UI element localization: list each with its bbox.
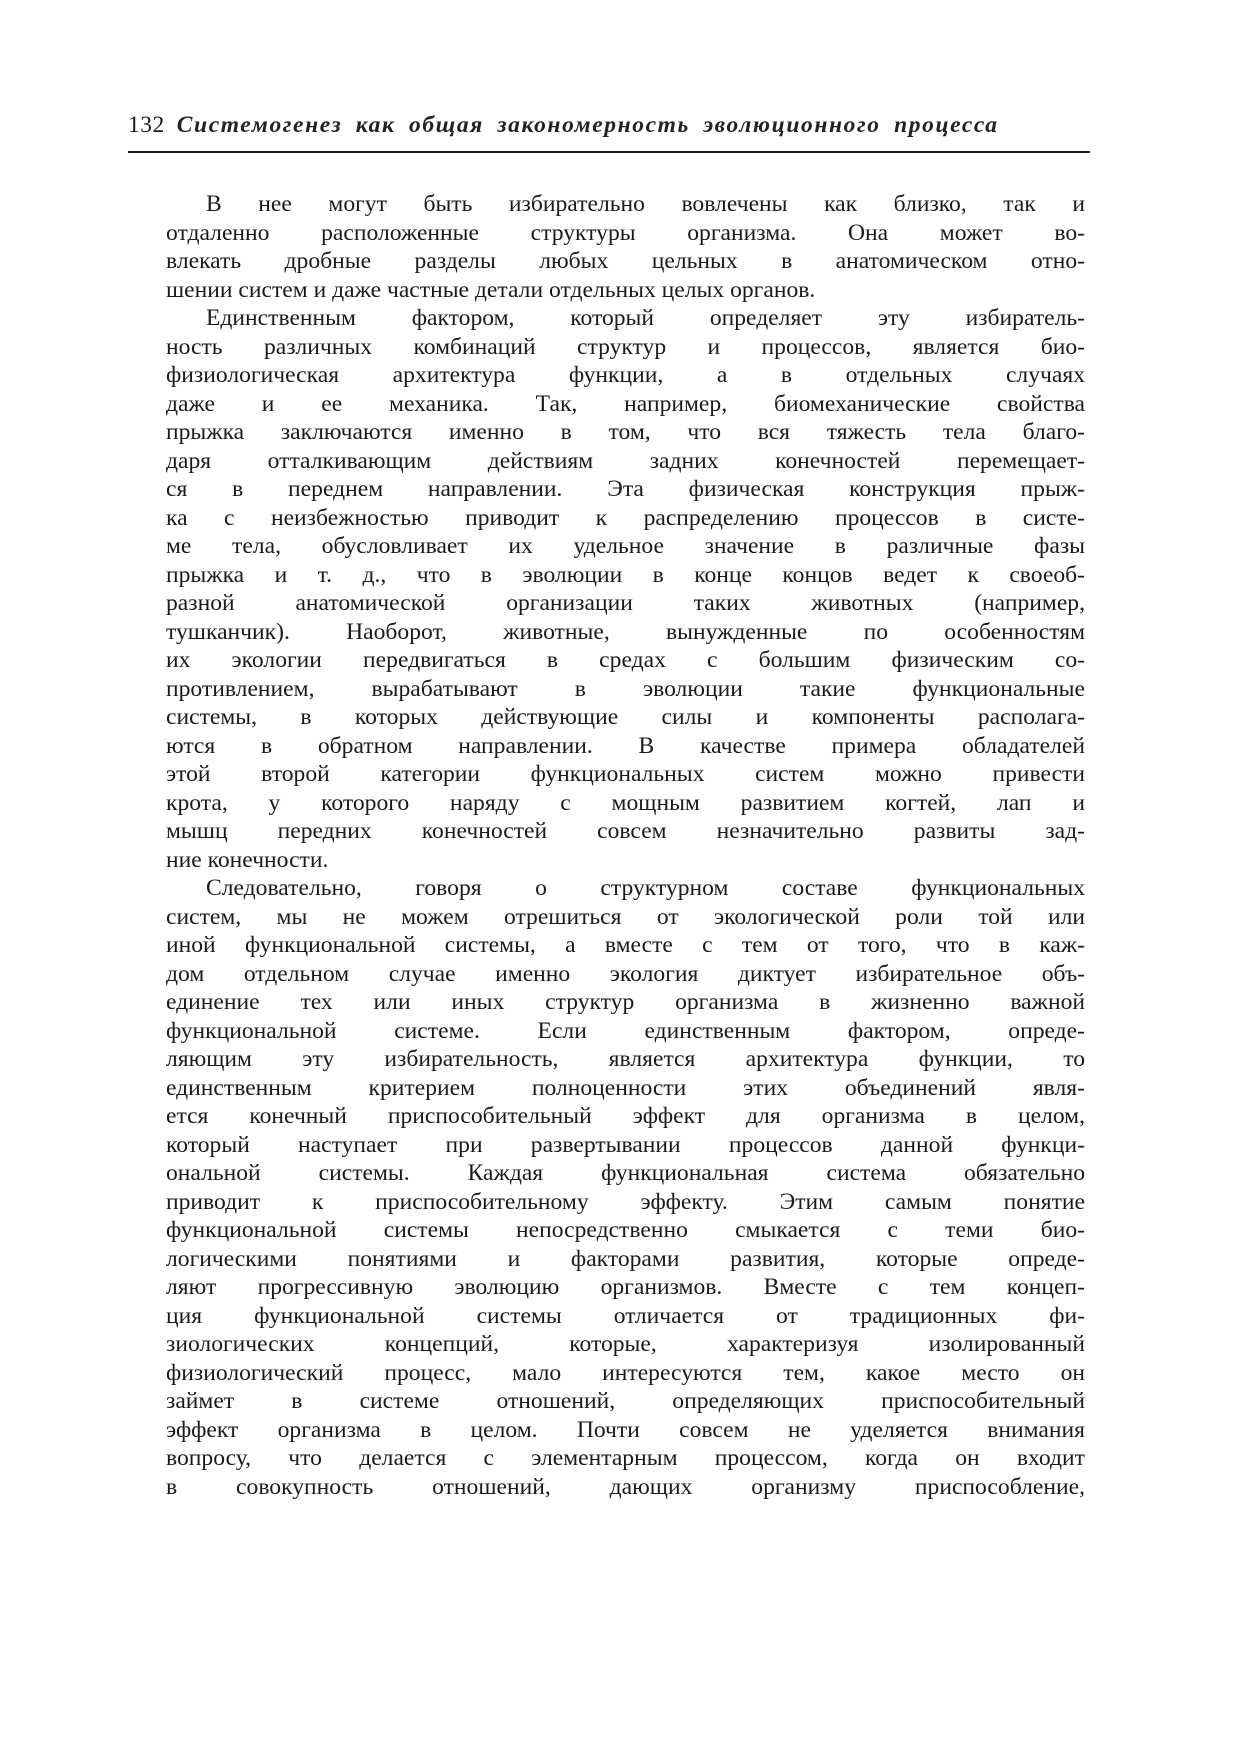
text-line: ся в переднем направлении. Эта физическая конструкция прыж- bbox=[166, 476, 1085, 502]
text-line: крота, у которого наряду с мощным развитием когтей, лап и bbox=[166, 789, 1085, 816]
text-line: функциональной системе. Если единственным фактором, опреде- bbox=[166, 1017, 1085, 1044]
text-line: Единственным фактором, который определяет эту избиратель- bbox=[206, 305, 1085, 331]
text-line: приводит к приспособительному эффекту. Этим самым понятие bbox=[166, 1188, 1085, 1215]
text-line: мышц передних конечностей совсем незначительно развиты зад- bbox=[166, 818, 1085, 844]
text-line: противлением, вырабатывают в эволюции такие функциональные bbox=[166, 675, 1085, 702]
text-line: разной анатомической организации таких животных (например, bbox=[166, 590, 1085, 616]
text-line: даря отталкивающим действиям задних конечностей перемещает- bbox=[166, 447, 1085, 474]
text-line: эффект организма в целом. Почти совсем не уделяется внимания bbox=[166, 1416, 1085, 1443]
text-line: Следовательно, говоря о структурном составе функциональных bbox=[206, 875, 1085, 901]
text-line: ние конечности. bbox=[166, 846, 329, 873]
text-line: который наступает при развертывании процессов данной функци- bbox=[166, 1131, 1085, 1158]
text-line: ме тела, обусловливает их удельное значение в различные фазы bbox=[166, 533, 1085, 559]
text-line: физиологический процесс, мало интересуются тем, какое место он bbox=[166, 1359, 1085, 1386]
body-text bbox=[166, 190, 1085, 1501]
text-line: функциональной системы непосредственно смыкается с теми био- bbox=[166, 1217, 1085, 1243]
text-line: ляющим эту избирательность, является архитектура функции, то bbox=[166, 1046, 1085, 1072]
text-line: единственным критерием полноценности этих объединений явля- bbox=[166, 1074, 1085, 1101]
text-line: ка с неизбежностью приводит к распределению процессов в систе- bbox=[166, 504, 1085, 531]
text-line: иной функциональной системы, а вместе с тем от того, что в каж- bbox=[166, 932, 1085, 958]
text-line: ется конечный приспособительный эффект для организма в целом, bbox=[166, 1103, 1085, 1129]
text-line: ональной системы. Каждая функциональная система обязательно bbox=[166, 1160, 1085, 1186]
text-line: физиологическая архитектура функции, а в отдельных случаях bbox=[166, 362, 1085, 388]
text-line: единение тех или иных структур организма в жизненно важной bbox=[166, 989, 1085, 1015]
text-line: ляют прогрессивную эволюцию организмов. Вместе с тем концеп- bbox=[166, 1274, 1085, 1300]
text-line: В нее могут быть избирательно вовлечены как близко, так и bbox=[206, 191, 1085, 217]
text-line: их экологии передвигаться в средах с большим физическим со- bbox=[166, 647, 1085, 673]
text-line: ются в обратном направлении. В качестве примера обладателей bbox=[166, 732, 1085, 759]
text-line: ция функциональной системы отличается от традиционных фи- bbox=[166, 1302, 1085, 1329]
text-line: дом отдельном случае именно экология диктует избирательное объ- bbox=[166, 960, 1085, 987]
text-line: прыжка и т. д., что в эволюции в конце концов ведет к своеоб- bbox=[166, 561, 1085, 588]
text-line: логическими понятиями и факторами развития, которые опреде- bbox=[166, 1245, 1085, 1272]
header-rule bbox=[128, 151, 1090, 153]
text-line: в совокупность отношений, дающих организму приспособление, bbox=[166, 1473, 1085, 1500]
running-head bbox=[128, 112, 1086, 148]
text-line: займет в системе отношений, определяющих приспособительный bbox=[166, 1388, 1085, 1414]
text-line: этой второй категории функциональных систем можно привести bbox=[166, 761, 1085, 787]
text-line: шении систем и даже частные детали отдельных целых органов. bbox=[166, 276, 816, 303]
text-line: систем, мы не можем отрешиться от экологической роли той или bbox=[166, 903, 1085, 930]
text-line: отдаленно расположенные структуры организма. Она может во- bbox=[166, 219, 1085, 246]
text-line: зиологических концепций, которые, характеризуя изолированный bbox=[166, 1331, 1085, 1357]
text-line: вопросу, что делается с элементарным процессом, когда он входит bbox=[166, 1445, 1085, 1471]
text-line: влекать дробные разделы любых цельных в анатомическом отно- bbox=[166, 248, 1085, 274]
text-line: прыжка заключаются именно в том, что вся тяжесть тела благо- bbox=[166, 419, 1085, 445]
text-line: ность различных комбинаций структур и процессов, является био- bbox=[166, 333, 1085, 360]
page-number: 132 bbox=[128, 112, 165, 138]
text-line: тушканчик). Наоборот, животные, вынужденные по особенностям bbox=[166, 618, 1085, 645]
text-line: системы, в которых действующие силы и компоненты располага- bbox=[166, 704, 1085, 730]
running-title: Системогенез как общая закономерность эволюционного процесса bbox=[176, 112, 999, 138]
text-line: даже и ее механика. Так, например, биомеханические свойства bbox=[166, 390, 1085, 417]
